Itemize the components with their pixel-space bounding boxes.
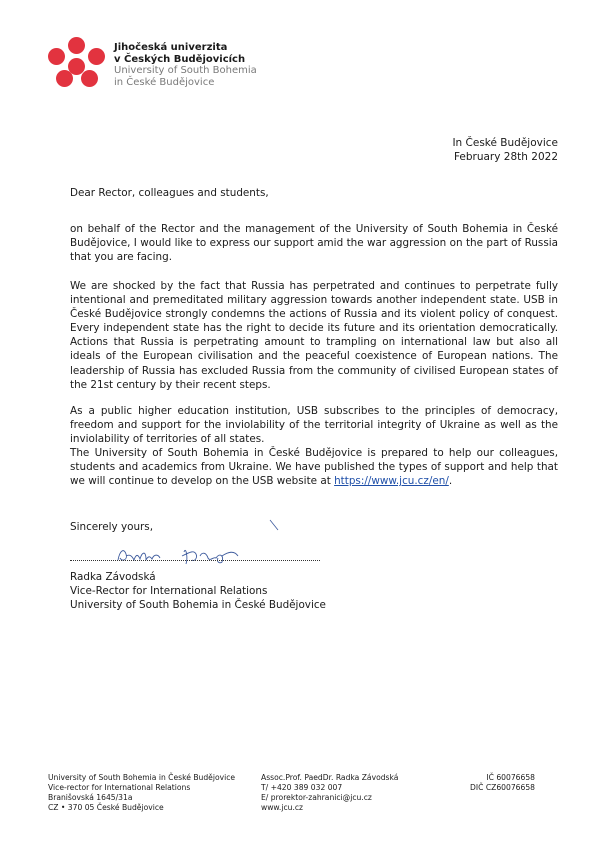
signer-block [70, 570, 326, 612]
footer-contact [261, 773, 398, 813]
place-date [452, 136, 558, 164]
letter-date: February 28th 2022 [453, 151, 558, 163]
letter-place: In České Budějovice [452, 137, 558, 149]
handwritten-signature [110, 516, 300, 576]
footer-address [48, 773, 235, 813]
university-name-en-line2: in České Budějovice [114, 76, 215, 88]
footer-line: University of South Bohemia in České Budějovice [48, 773, 236, 782]
signer-title: Vice-Rector for International Relations [70, 585, 268, 597]
paragraph-4-end: . [448, 475, 453, 488]
paragraph-3: As a public higher education institution, USB subscribes to the principles of democracy, freedom and support for the inviolability of the territorial integrity of Ukraine as well as the inviolability of territories of all states. [70, 405, 558, 446]
footer-phone: T/ +420 389 032 007 [261, 783, 343, 792]
signer-institution: University of South Bohemia in České Budějovice [70, 599, 326, 611]
footer-line: Vice-rector for International Relations [48, 783, 191, 792]
footer-ic: IČ 60076658 [486, 773, 535, 782]
footer-contact-name: Assoc.Prof. PaedDr. Radka Závodská [261, 773, 399, 782]
footer-ids [470, 773, 535, 793]
paragraph-1: on behalf of the Rector and the management of the University of South Bohemia in České Budějovice, I would like to express our support amid the war aggression on the part of Russia that you are facing. [70, 223, 558, 264]
university-logo-icon [48, 37, 106, 87]
paragraph-4-text: The University of South Bohemia in České Budějovice is prepared to help our colleagues, students and academics from Ukraine. We have published the types of support and help that we will continue to develop on the USB website at [70, 447, 558, 488]
university-name [114, 42, 257, 88]
closing: Sincerely yours, [70, 521, 154, 533]
paragraph-2: We are shocked by the fact that Russia has perpetrated and continues to perpetrate fully intentional and premeditated military aggression towards another independent state. USB in České Budějovice strongly condemns the actions of Russia and its violent policy of conquest. Every independent state has the right to decide its future and its orientation democratically. Actions that Russia is perpetrating amount to trampling on international law but also all ideals of the European civilisation and the peaceful coexistence of European nations. The leadership of Russia has excluded Russia from the community of civilised European states of the 21st century by their recent steps. [70, 280, 558, 391]
signature-line [70, 560, 320, 561]
footer-dic: DIČ CZ60076658 [470, 783, 535, 792]
footer-email: E/ prorektor-zahranici@jcu.cz [261, 793, 372, 802]
university-name-cz-line2: v Českých Budějovicích [114, 53, 246, 65]
footer-website: www.jcu.cz [261, 803, 304, 812]
university-name-en-line1: University of South Bohemia [114, 65, 257, 76]
paragraph-3-block [70, 404, 558, 489]
signer-name: Radka Závodská [70, 571, 156, 583]
salutation: Dear Rector, colleagues and students, [70, 187, 269, 199]
paragraph-4 [70, 446, 558, 488]
usb-website-link[interactable]: https://www.jcu.cz/en/ [334, 475, 449, 488]
footer-line: CZ • 370 05 České Budějovice [48, 803, 164, 812]
footer-line: Branišovská 1645/31a [48, 793, 133, 802]
university-name-cz-line1: Jihočeská univerzita [114, 42, 228, 53]
